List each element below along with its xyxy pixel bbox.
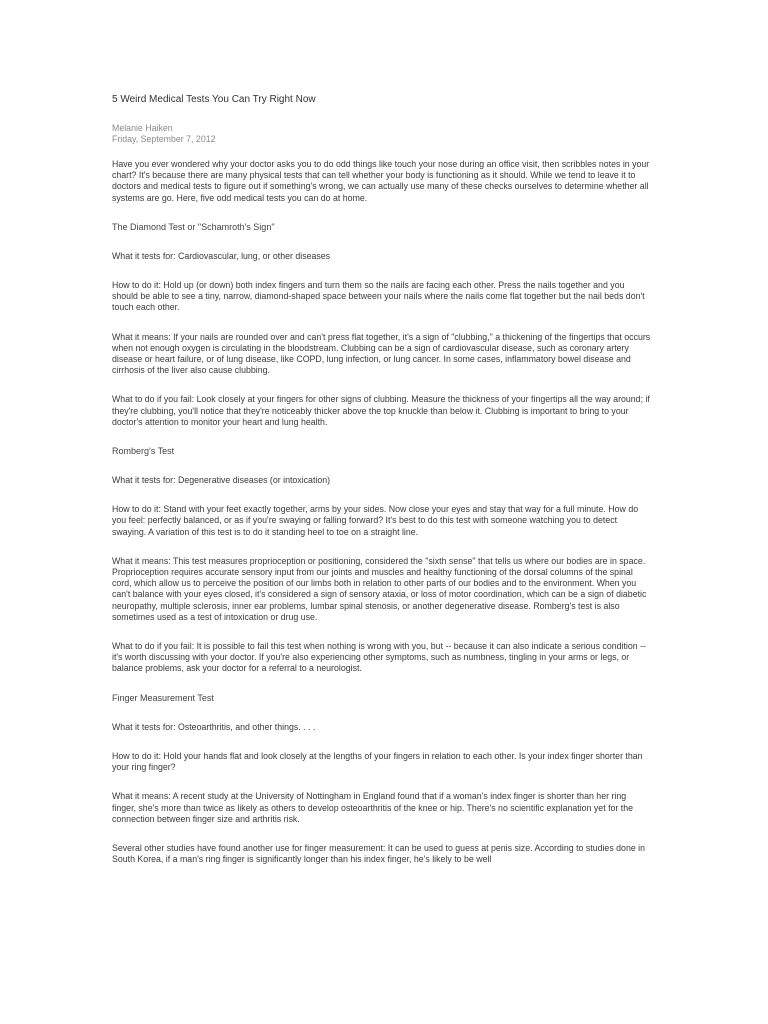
if-fail-paragraph: What to do if you fail: It is possible to fail this test when nothing is wrong with you, but -- because it can also indicate a serious condition -- it's worth discussing with your doctor. If you're also experiencing other symptoms, such as numbness, tingling in your arms or legs, or balance problems, ask your doctor for a referral to a neurologist. — [112, 641, 646, 674]
how-to-paragraph: How to do it: Hold up (or down) both index fingers and turn them so the nails are facing each other. Press the nails together and you should be able to see a tiny, narrow, diamond-shaped space between your nails where the nails come flat together but the nail beds don't touch each other. — [112, 280, 645, 313]
publish-date: Friday, September 7, 2012 — [112, 134, 216, 144]
tests-for-paragraph: What it tests for: Osteoarthritis, and other things. . . . — [112, 721, 316, 732]
article-meta — [112, 123, 652, 145]
article-title: 5 Weird Medical Tests You Can Try Right Now — [112, 94, 316, 105]
author: Melanie Haiken — [112, 123, 173, 133]
if-fail-paragraph: What to do if you fail: Look closely at your fingers for other signs of clubbing. Measure the thickness of your fingertips all the way around; if they're clubbing, you'll notice that they're noticeably thicker above the top knuckle than below it. Clubbing is important to bring to your doctor's attention to monitor your heart and lung health. — [112, 394, 650, 427]
what-it-means-paragraph: What it means: A recent study at the University of Nottingham in England found that if a woman's index finger is shorter than her ring finger, she's more than twice as likely as others to develop osteoarthritis of the knee or hip. There's no scientific explanation yet for the connection between finger size and arthritis risk. — [112, 791, 634, 824]
how-to-paragraph: How to do it: Stand with your feet exactly together, arms by your sides. Now close your eyes and stay that way for a full minute. How do you feel: perfectly balanced, or as if you're swaying or falling forward? It's best to do this test with someone watching you to detect swaying. A variation of this test is to do it standing heel to toe on a straight line. — [112, 504, 639, 537]
document-page — [112, 93, 652, 883]
tests-for-paragraph: What it tests for: Degenerative diseases (or intoxication) — [112, 475, 331, 486]
section-heading-finger-measurement-test: Finger Measurement Test — [112, 692, 214, 703]
how-to-paragraph: How to do it: Hold your hands flat and look closely at the lengths of your fingers in relation to each other. Is your index finger shorter than your ring finger? — [112, 750, 643, 773]
section-heading-diamond-test: The Diamond Test or "Schamroth's Sign" — [112, 221, 275, 232]
what-it-means-paragraph: What it means: If your nails are rounded over and can't press flat together, it's a sign of "clubbing," a thickening of the fingertips that occurs when not enough oxygen is circulating in the bloodstream. Clubbing can be a sign of cardiovascular disease, such as coronary artery disease or heart failure, or of lung disease, like COPD, lung infection, or lung cancer. In some cases, inflammatory bowel disease and cirrhosis of the liver also cause clubbing. — [112, 331, 651, 376]
section-heading-romberg-test: Romberg's Test — [112, 446, 175, 457]
what-it-means-paragraph: What it means: This test measures proprioception or positioning, considered the "sixth sense" that tells us where our bodies are in space. Proprioception requires accurate sensory input from our joints and muscles and healthy functioning of the dorsal columns of the spinal cord, which allow us to perceive the position of our limbs both in relation to other parts of our bodies and to the environment. When you can't balance with your eyes closed, it's considered a sign of sensory ataxia, or loss of motor coordination, which can be a sign of diabetic neuropathy, multiple sclerosis, inner ear problems, lumbar spinal stenosis, or another degenerative disease. Romberg's test is also sometimes used as a test of intoxication or drug use. — [112, 555, 647, 622]
tests-for-paragraph: What it tests for: Cardiovascular, lung, or other diseases — [112, 250, 331, 261]
extra-paragraph: Several other studies have found another use for finger measurement: It can be used to guess at penis size. According to studies done in South Korea, if a man's ring finger is significantly longer than his index finger, he's likely to be well — [112, 842, 646, 865]
intro-paragraph: Have you ever wondered why your doctor asks you to do odd things like touch your nose during an office visit, then scribbles notes in your chart? It's because there are many physical tests that can tell whether your body is functioning as it should. While we tend to leave it to doctors and medical tests to figure out if something's wrong, we can actually use many of these checks ourselves to determine whether all systems are go. Here, five odd medical tests you can do at home. — [112, 159, 650, 203]
